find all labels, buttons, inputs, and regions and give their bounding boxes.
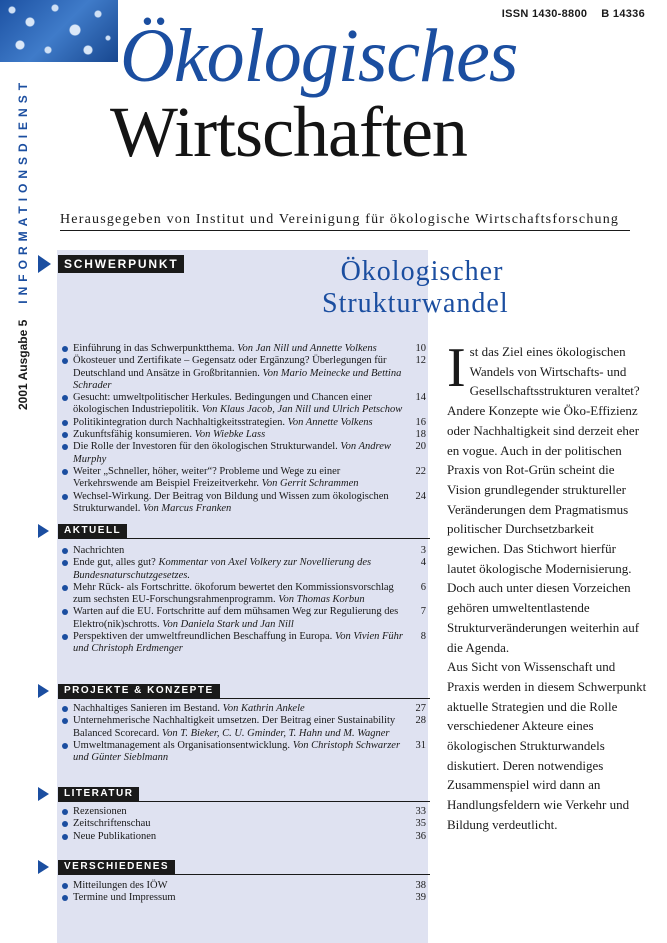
- toc-entry-author: Von Jan Nill und Annette Volkens: [237, 343, 377, 354]
- toc-entry-page: 28: [415, 715, 426, 727]
- toc-entry-text: Neue Publikationen: [73, 830, 157, 842]
- toc-entry-page: 22: [415, 465, 426, 477]
- bullet-icon: [62, 420, 68, 426]
- bullet-icon: [62, 834, 68, 840]
- toc-entry[interactable]: [60, 557, 428, 582]
- section-label: VERSCHIEDENES: [58, 860, 175, 874]
- toc-entry-page: 35: [415, 818, 426, 830]
- toc-entry[interactable]: [60, 818, 428, 830]
- toc-entry[interactable]: [60, 545, 428, 557]
- infodienst-label: INFORMATIONSDIENST: [16, 77, 30, 304]
- toc-entry-text: Ökosteuer und Zertifikate – Gegensatz oder Ergänzung? Überlegungen für Deutschland und Ansätze in Großbritannien.: [73, 355, 387, 379]
- bullet-icon: [62, 821, 68, 827]
- bullet-icon: [62, 895, 68, 901]
- toc-entry-text: Nachhaltiges Sanieren im Bestand.: [73, 703, 220, 714]
- section-label: AKTUELL: [58, 524, 127, 538]
- toc-entry-author: Von Mario Meinecke und Bettina Schrader: [73, 367, 402, 391]
- toc-entry[interactable]: [60, 582, 428, 607]
- intro-paragraph-1-text: st das Ziel eines ökologischen Wandels von Wirtschafts- und Gesellschaftsstrukturen veraltet? Andere Konzepte wie Öko-Effizienz oder Nachhaltigkeit sind derzeit eher en vogue. Auch in der politischen Praxis von Rot-Grün scheint die Vision grundlegender struktureller Veränderungen dem Pragmatismus politischer Durchsetzbarkeit gewichen. Das Stichwort hierfür lautet ökologische Modernisierung. Doch auch unter diesen Vorzeichen gehören umweltentlastende Strukturveränderungen weiterhin auf die Agenda.: [447, 344, 640, 655]
- toc-entry-page: 18: [415, 429, 426, 441]
- toc-entry-author: Von Christoph Schwarzer und Günter Sieblmann: [73, 739, 401, 764]
- toc-entry[interactable]: [60, 429, 428, 441]
- toc-entry-text: Nachrichten: [73, 545, 125, 556]
- toc-entry-text: Die Rolle der Investoren für den ökologischen Strukturwandel.: [73, 441, 338, 453]
- triangle-marker-icon: [38, 524, 49, 538]
- toc-aktuell: [60, 545, 428, 656]
- toc-entry[interactable]: [60, 831, 428, 843]
- toc-entry[interactable]: [60, 880, 428, 892]
- toc-entry[interactable]: [60, 491, 428, 516]
- masthead-line1: Ökologisches: [120, 14, 518, 98]
- bullet-icon: [62, 718, 68, 724]
- toc-entry-text: Weiter „Schneller, höher, weiter“? Probleme und Wege zu einer Verkehrswende am Beispiel Freizeitverkehr.: [73, 465, 341, 490]
- toc-entry-page: 39: [415, 892, 426, 904]
- toc-entry-page: 27: [415, 703, 426, 714]
- issue-label: 2001 Ausgabe 5: [16, 319, 30, 410]
- toc-entry-text: Unternehmerische Nachhaltigkeit umsetzen. Der Beitrag einer Sustainability Balanced Scorecard.: [73, 715, 396, 739]
- bullet-icon: [62, 706, 68, 712]
- bullet-icon: [62, 494, 68, 500]
- bullet-icon: [62, 883, 68, 889]
- triangle-marker-icon: [38, 860, 49, 874]
- triangle-marker-icon: [38, 787, 49, 801]
- toc-entry[interactable]: [60, 441, 428, 466]
- toc-entry-page: 24: [415, 490, 426, 502]
- toc-entry-author: Von Gerrit Schrammen: [261, 478, 359, 490]
- bullet-icon: [62, 809, 68, 815]
- section-label: PROJEKTE & KONZEPTE: [58, 684, 220, 698]
- toc-verschiedenes: [60, 880, 428, 905]
- toc-entry[interactable]: [60, 715, 428, 740]
- section-rule: [58, 801, 430, 802]
- toc-entry-text: Warten auf die EU. Fortschritte auf dem mühsamen Weg zur Regulierung des Elektro(nik)schrotts.: [73, 606, 399, 630]
- toc-entry[interactable]: [60, 606, 428, 631]
- journal-code: B 14336: [601, 8, 645, 20]
- section-rule: [58, 874, 430, 875]
- toc-entry[interactable]: [60, 892, 428, 904]
- toc-entry-page: 12: [415, 355, 426, 367]
- toc-entry[interactable]: [60, 703, 428, 715]
- feature-title-line2: Strukturwandel: [322, 288, 509, 319]
- toc-entry-page: 16: [415, 416, 426, 428]
- bullet-icon: [62, 432, 68, 438]
- toc-entry[interactable]: [60, 740, 428, 765]
- toc-entry-text: Ende gut, alles gut?: [73, 557, 156, 569]
- toc-entry-text: Zeitschriftenschau: [73, 818, 151, 830]
- masthead-line2: Wirtschaften: [110, 92, 467, 172]
- toc-entry-author: Von Kathrin Ankele: [222, 703, 305, 714]
- toc-entry-author: Von Klaus Jacob, Jan Nill und Ulrich Petschow: [201, 404, 403, 416]
- vertical-spine-label: [16, 78, 30, 410]
- toc-literatur: [60, 806, 428, 843]
- bullet-icon: [62, 634, 68, 640]
- toc-entry-author: Von Vivien Führ und Christoph Erdmenger: [73, 631, 403, 655]
- toc-entry[interactable]: [60, 343, 428, 355]
- toc-entry-page: 6: [420, 581, 426, 593]
- toc-entry-author: Kommentar von Axel Volkery zur Novellierung des Bundesnaturschutzgesetzes.: [73, 557, 372, 581]
- toc-entry-page: 14: [415, 392, 426, 404]
- toc-entry-author: Von Annette Volkens: [287, 416, 373, 428]
- toc-entry[interactable]: [60, 417, 428, 429]
- toc-entry-author: Von Daniela Stark und Jan Nill: [162, 618, 294, 630]
- toc-entry-text: Einführung in das Schwerpunktthema.: [73, 343, 235, 354]
- toc-entry[interactable]: [60, 466, 428, 491]
- bullet-icon: [62, 560, 68, 566]
- bullet-icon: [62, 358, 68, 364]
- toc-entry-page: 33: [415, 806, 426, 817]
- toc-entry-text: Gesucht: umweltpolitischer Herkules. Bedingungen und Chancen einer ökologischen Industriepolitik.: [73, 392, 372, 416]
- section-label: LITERATUR: [58, 787, 139, 801]
- toc-entry-page: 36: [415, 830, 426, 842]
- toc-entry[interactable]: [60, 631, 428, 656]
- bullet-icon: [62, 346, 68, 352]
- bullet-icon: [62, 444, 68, 450]
- toc-entry-text: Wechsel-Wirkung. Der Beitrag von Bildung und Wissen zum ökologischen Strukturwandel.: [73, 490, 389, 514]
- toc-entry-text: Zukunftsfähig konsumieren.: [73, 429, 192, 441]
- toc-entry-page: 10: [415, 343, 426, 354]
- publisher-line: Herausgegeben von Institut und Vereinigung für ökologische Wirtschaftsforschung: [60, 212, 630, 231]
- toc-entry-author: Von Marcus Franken: [143, 502, 232, 514]
- toc-entry-page: 4: [420, 557, 426, 569]
- toc-entry-author: Von Andrew Murphy: [73, 441, 391, 465]
- toc-entry-author: Von Thomas Korbun: [278, 594, 365, 606]
- bullet-icon: [62, 609, 68, 615]
- toc-entry-text: Perspektiven der umweltfreundlichen Beschaffung in Europa.: [73, 631, 333, 643]
- section-rule: [58, 698, 430, 699]
- toc-entry-text: Mehr Rück- als Fortschritte. ökoforum bewertet den Kommissionsvorschlag zum sechsten EU-Forschungsrahmenprogramm.: [73, 581, 394, 606]
- intro-paragraph-1: [447, 337, 647, 657]
- water-drops-image: [0, 0, 118, 62]
- toc-entry[interactable]: [60, 392, 428, 417]
- toc-entry-page: 3: [420, 545, 426, 556]
- toc-entry-text: Termine und Impressum: [73, 892, 176, 904]
- toc-schwerpunkt: [60, 343, 428, 515]
- section-rule: [58, 538, 430, 539]
- toc-entry-page: 38: [415, 880, 426, 891]
- toc-entry-text: Rezensionen: [73, 806, 127, 817]
- toc-entry-text: Umweltmanagement als Organisationsentwicklung.: [73, 739, 291, 751]
- toc-entry-text: Mitteilungen des IÖW: [73, 880, 168, 891]
- toc-entry-page: 20: [415, 441, 426, 453]
- triangle-marker-icon: [38, 255, 51, 273]
- feature-title-line1: Ökologischer: [340, 256, 504, 287]
- toc-entry[interactable]: [60, 355, 428, 392]
- toc-entry[interactable]: [60, 806, 428, 818]
- toc-entry-page: 7: [420, 606, 426, 618]
- toc-entry-page: 31: [415, 739, 426, 751]
- triangle-marker-icon: [38, 684, 49, 698]
- toc-projekte: [60, 703, 428, 764]
- issn-number: ISSN 1430-8800: [501, 8, 588, 20]
- bullet-icon: [62, 469, 68, 475]
- section-label: SCHWERPUNKT: [58, 255, 184, 273]
- intro-paragraph-2: Aus Sicht von Wissenschaft und Praxis werden in diesem Schwerpunkt aktuelle Strategien und die Rolle verschiedener Akteure eines ökologischen Strukturwandels diskutiert. Deren notwendiges Zusammenspiel wird dann an Handlungsfeldern wie Verkehr und Bildung verdeutlicht.: [447, 659, 647, 832]
- feature-title: [322, 256, 522, 320]
- bullet-icon: [62, 743, 68, 749]
- bullet-icon: [62, 548, 68, 554]
- issn-line: [502, 8, 645, 20]
- intro-text: [447, 337, 647, 835]
- toc-entry-text: Politikintegration durch Nachhaltigkeitsstrategien.: [73, 416, 285, 428]
- bullet-icon: [62, 585, 68, 591]
- toc-entry-page: 8: [420, 631, 426, 643]
- toc-entry-author: Von Wiebke Lass: [194, 429, 266, 441]
- bullet-icon: [62, 395, 68, 401]
- toc-entry-author: Von T. Bieker, C. U. Gminder, T. Hahn und M. Wagner: [161, 727, 390, 739]
- drop-cap: I: [447, 337, 466, 399]
